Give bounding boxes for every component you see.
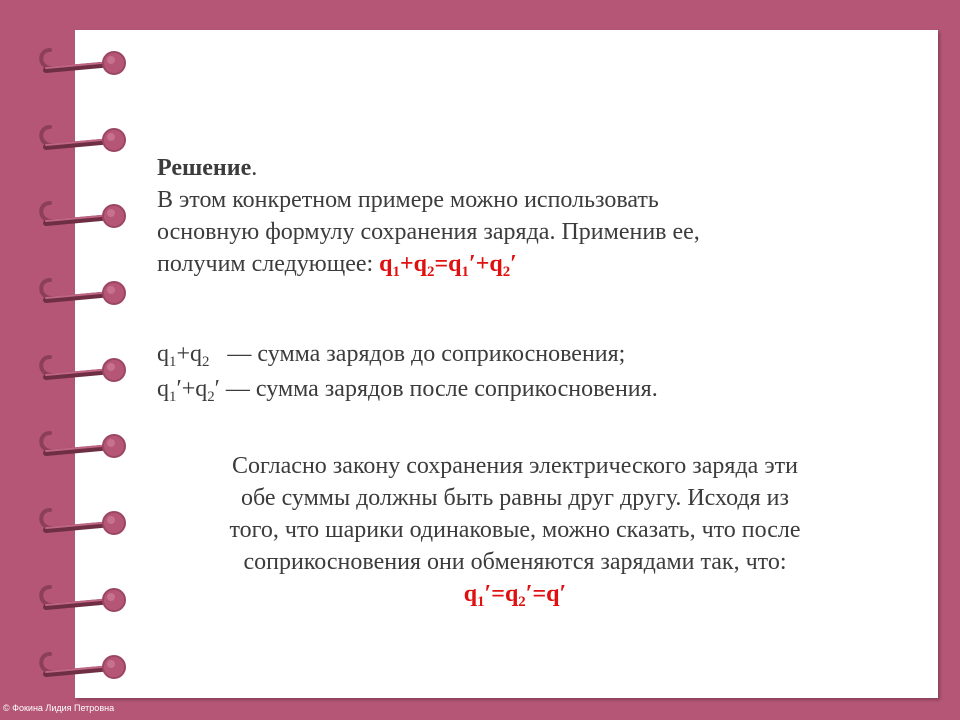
conclusion-line-3: того, что шарики одинаковые, можно сказать, что после: [229, 517, 801, 543]
solution-line-2: основную формулу сохранения заряда. Применив ее,: [157, 219, 700, 245]
conclusion-line-4: соприкосновения они обменяются зарядами так, что:: [243, 549, 787, 575]
sum-after-expr: $q_1'+q_2'$: [157, 376, 220, 405]
spiral-ring-icon: [30, 500, 130, 540]
conclusion-line-2: обе суммы должны быть равны друг другу. Исходя из: [241, 485, 789, 511]
spiral-ring-icon: [30, 270, 130, 310]
spiral-ring-icon: [30, 644, 130, 684]
solution-line-3: получим следующее: $q_1+q_2=q_1'+q_2'$: [157, 251, 517, 280]
heading-dot: .: [251, 155, 258, 181]
copyright-text: © Фокина Лидия Петровна: [3, 703, 115, 713]
conclusion-line-1: Согласно закону сохранения электрического заряда эти: [232, 453, 798, 479]
definition-after: [157, 373, 877, 408]
spiral-ring-icon: [30, 117, 130, 157]
conservation-formula: $q_1+q_2=q_1'+q_2'$: [379, 251, 517, 280]
definition-after-text: — сумма зарядов после соприкосновения.: [225, 376, 658, 402]
spiral-ring-icon: [30, 423, 130, 463]
solution-line-1: В этом конкретном примере можно использовать: [157, 187, 659, 213]
sum-before-expr: $q_1+q_2$: [157, 341, 210, 370]
spiral-ring-icon: [30, 347, 130, 387]
solution-heading: Решение: [157, 155, 252, 181]
spiral-ring-icon: [30, 577, 130, 617]
conclusion-block: [160, 450, 870, 610]
definitions-block: [157, 338, 877, 408]
spiral-ring-icon: [30, 193, 130, 233]
spiral-ring-icon: [30, 40, 130, 80]
equal-charges-formula: $q_1'=q_2'=q'$: [463, 581, 567, 610]
definition-before: [157, 338, 877, 373]
solution-block: [157, 152, 877, 280]
solution-heading-line: [157, 152, 877, 184]
definition-before-text: — сумма зарядов до соприкосновения;: [227, 341, 626, 367]
